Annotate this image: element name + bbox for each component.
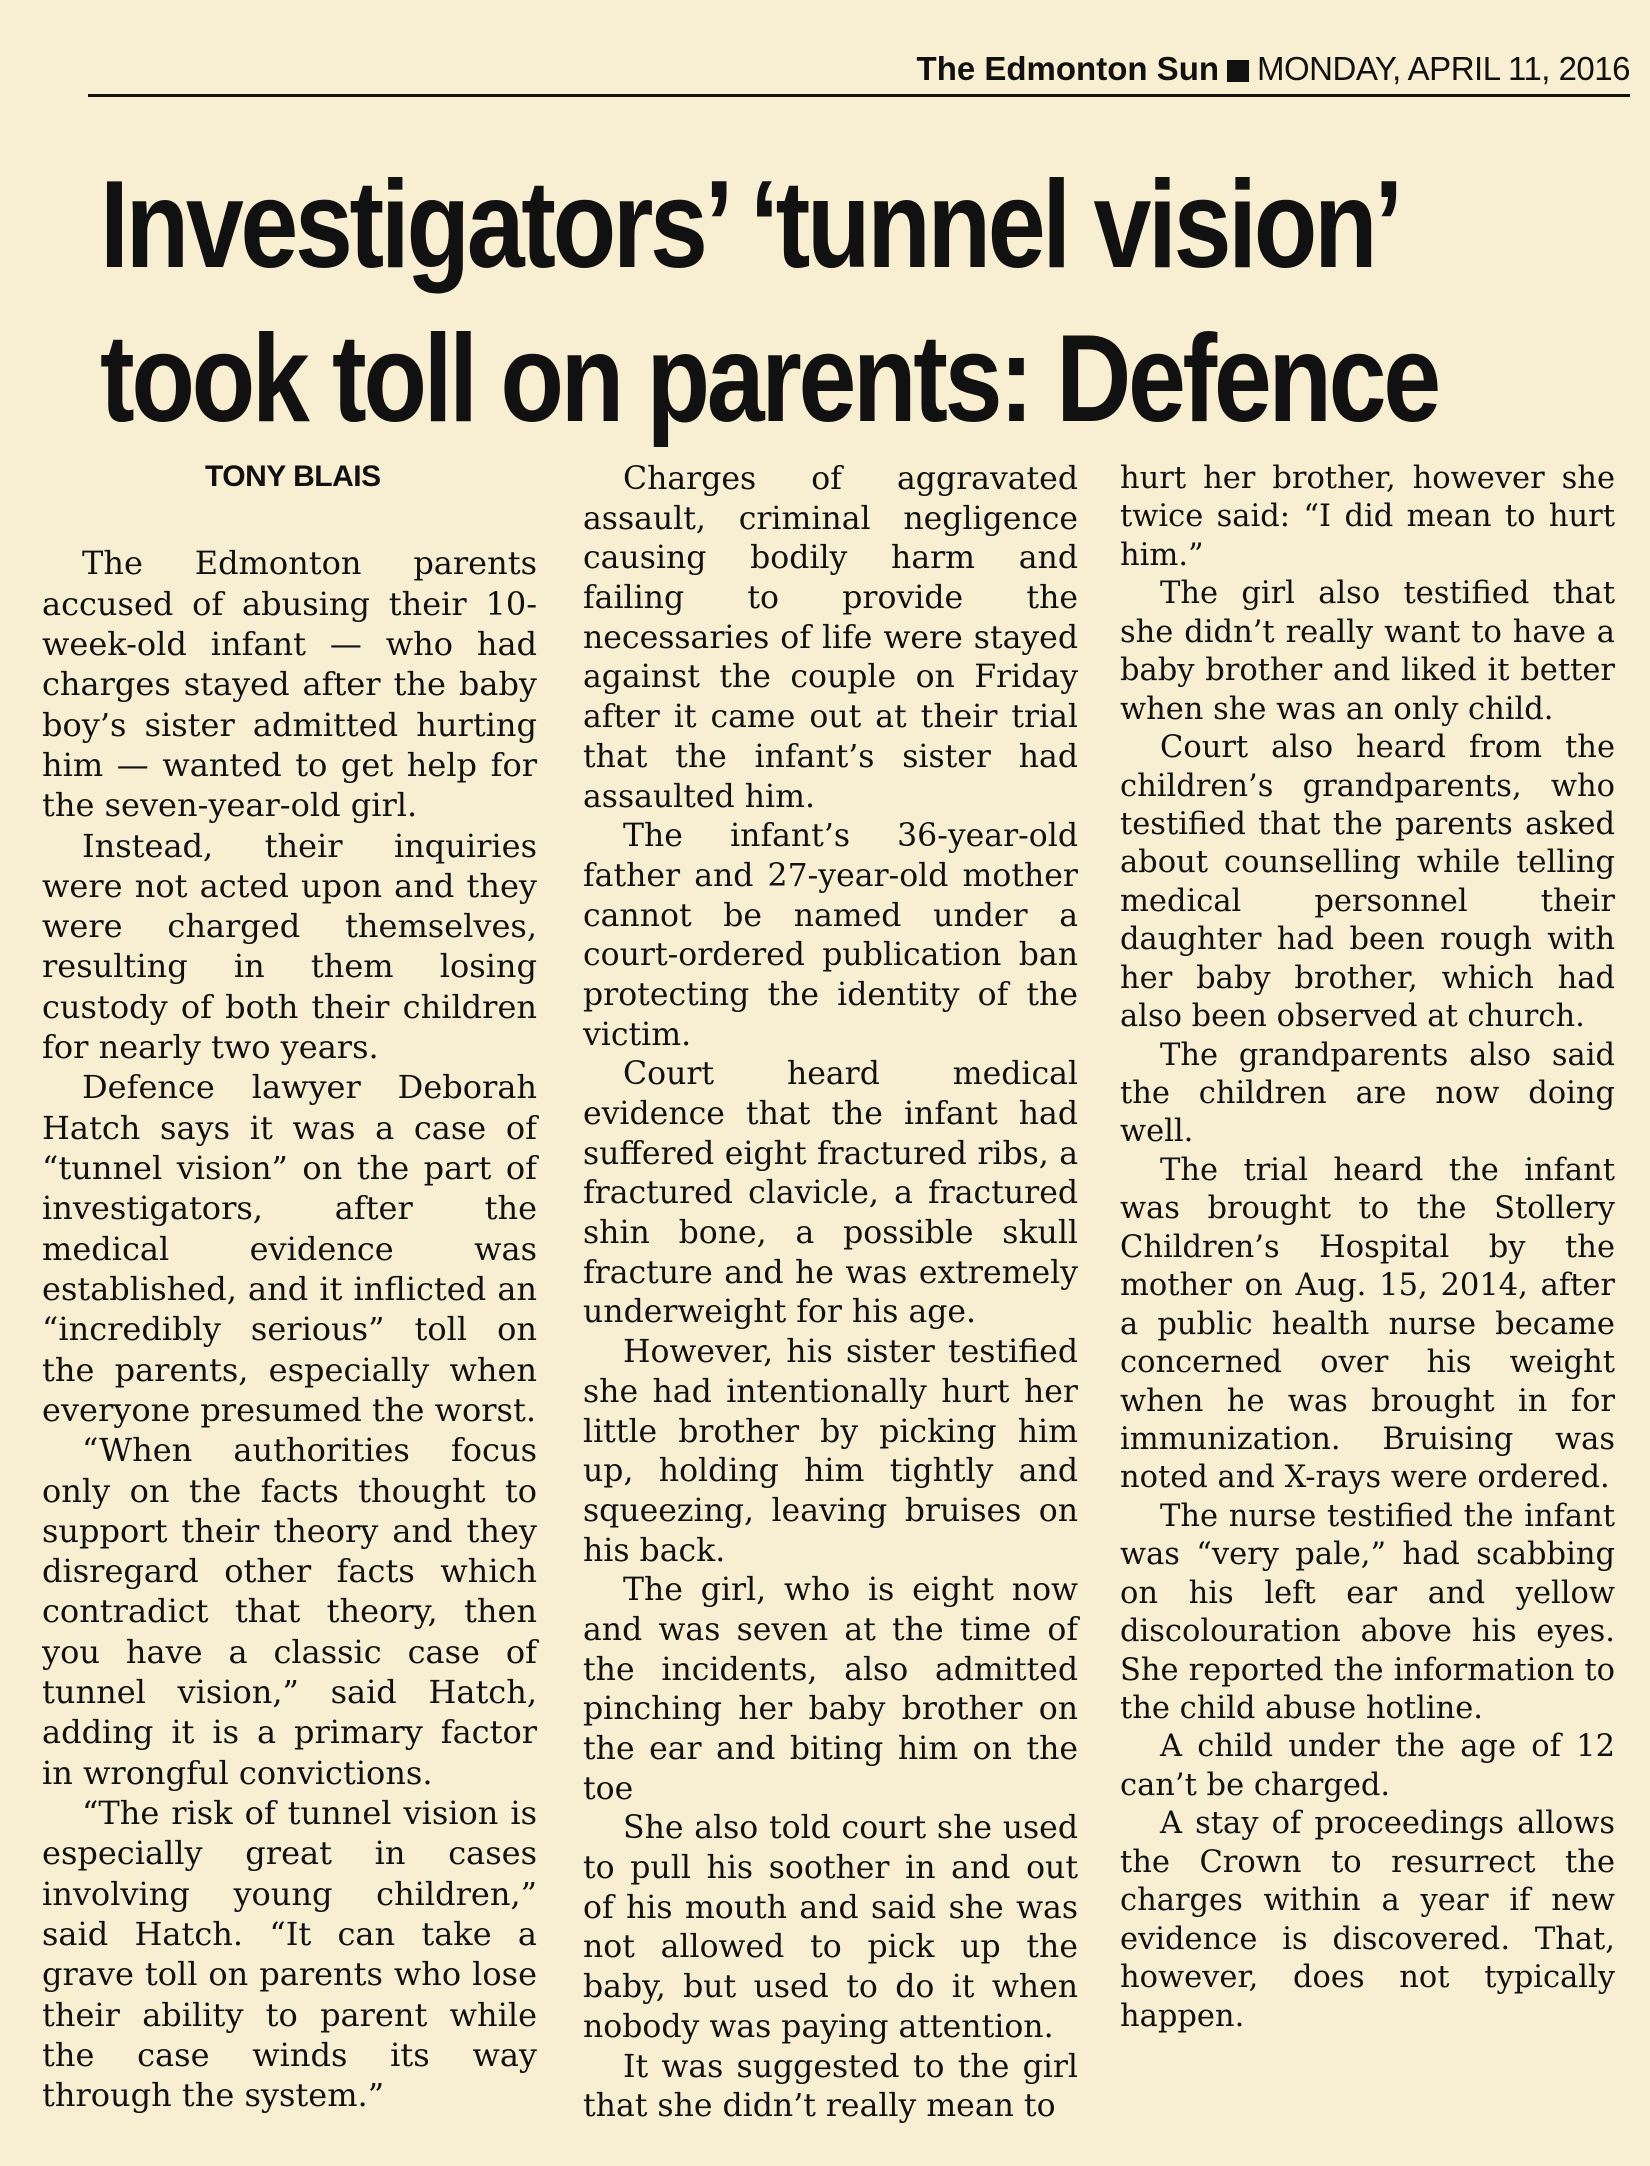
byline: TONY BLAIS xyxy=(205,460,381,493)
paragraph: A stay of proceedings allows the Crown to resurrect the charges within a year if new evidence is discovered. That, however, does not typically happen. xyxy=(1120,1806,1615,2034)
paragraph-continued: hurt her brother, however she twice said: “I did mean to hurt him.” xyxy=(1120,461,1615,573)
paragraph: The girl also testified that she didn’t really want to have a baby brother and liked it better when she was an only child. xyxy=(1120,576,1615,727)
headline-line-1: Investigators’ ‘tunnel vision’ xyxy=(100,156,1400,294)
paragraph: Defence lawyer Deborah Hatch says it was a case of “tunnel vision” on the part of investigators, after the medical evidence was established, and it inflicted an “incredibly serious” toll on the parents, especially when everyone presumed the worst. xyxy=(42,1068,537,1429)
issue-date: MONDAY, APRIL 11, 2016 xyxy=(1257,50,1630,87)
paper-name: The Edmonton Sun xyxy=(916,50,1220,87)
paragraph: She also told court she used to pull his soother in and out of his mouth and said she was not allowed to pick up the baby, but used to do it when nobody was paying attention. xyxy=(583,1810,1078,2045)
paragraph: Court also heard from the children’s grandparents, who testified that the parents asked about counselling while telling medical personnel their daughter had been rough with her baby brother, which had also been observed at church. xyxy=(1120,730,1615,1035)
paragraph: The nurse testified the infant was “very pale,” had scabbing on his left ear and yellow discolouration above his eyes. She reported the information to the child abuse hotline. xyxy=(1120,1498,1615,1726)
article-column-1 xyxy=(42,455,537,2116)
headline xyxy=(100,148,1438,456)
paragraph: However, his sister testified she had intentionally hurt her little brother by picking him up, holding him tightly and squeezing, leaving bruises on his back. xyxy=(583,1334,1078,1569)
paragraph: Court heard medical evidence that the infant had suffered eight fractured ribs, a fractured clavicle, a fractured shin bone, a possible skull fracture and he was extremely underweight for his age. xyxy=(583,1056,1078,1331)
paragraph: “When authorities focus only on the facts thought to support their theory and they disregard other facts which contradict that theory, then you have a classic case of tunnel vision,” said Hatch, adding it is a primary factor in wrongful convictions. xyxy=(42,1431,537,1792)
paragraph: The infant’s 36-year-old father and 27-year-old mother cannot be named under a court-ordered publication ban protecting the identity of the victim. xyxy=(583,818,1078,1053)
paragraph: The Edmonton parents accused of abusing their 10-week-old infant — who had charges stayed after the baby boy’s sister admitted hurting him — wanted to get help for the seven-year-old girl. xyxy=(42,544,537,825)
headline-line-2: took toll on parents: Defence xyxy=(100,310,1438,448)
paragraph: The girl, who is eight now and was seven at the time of the incidents, also admitted pinching her baby brother on the ear and biting him on the toe xyxy=(583,1572,1078,1807)
article-column-2 xyxy=(583,460,1078,2127)
paragraph: It was suggested to the girl that she didn’t really mean to xyxy=(583,2048,1078,2125)
paragraph: Instead, their inquiries were not acted upon and they were charged themselves, resulting in them losing custody of both their children for nearly two years. xyxy=(42,826,537,1067)
separator-square-icon xyxy=(1227,60,1249,82)
paragraph: The grandparents also said the children are now doing well. xyxy=(1120,1037,1615,1150)
masthead xyxy=(88,44,1630,97)
paragraph: “The risk of tunnel vision is especially great in cases involving young children,” said Hatch. “It can take a grave toll on parents who lose their ability to parent while the case winds its way through the system.” xyxy=(42,1794,537,2115)
paragraph: The trial heard the infant was brought to the Stollery Children’s Hospital by the mother on Aug. 15, 2014, after a public health nurse became concerned over his weight when he was brought in for immunization. Bruising was noted and X-rays were ordered. xyxy=(1120,1152,1615,1496)
paragraph: A child under the age of 12 can’t be charged. xyxy=(1120,1729,1615,1803)
article-column-3 xyxy=(1120,460,1615,2036)
paragraph: Charges of aggravated assault, criminal negligence causing bodily harm and failing to provide the necessaries of life were stayed against the couple on Friday after it came out at their trial that the infant’s sister had assaulted him. xyxy=(583,461,1078,815)
